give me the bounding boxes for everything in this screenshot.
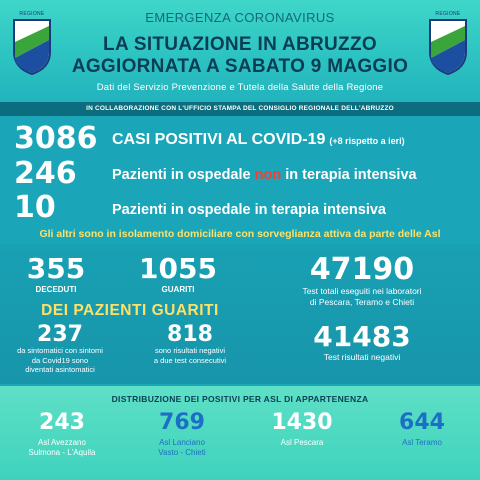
ospedale-label-pre: Pazienti in ospedale xyxy=(112,167,255,183)
asl-lanciano-line-2: Vasto - Chieti xyxy=(158,448,206,457)
page-title-line-1: LA SITUAZIONE IN ABRUZZO xyxy=(103,34,377,55)
asl-teramo-value: 644 xyxy=(399,410,445,435)
test-number: 47190 xyxy=(309,252,415,287)
asl-avezzano-line-1: Asl Avezzano xyxy=(38,438,86,447)
collaboration-band: IN COLLABORAZIONE CON L'UFFICIO STAMPA DEL CONSIGLIO REGIONALE DELL'ABRUZZO xyxy=(0,102,480,116)
logo-label: REGIONE xyxy=(19,11,45,17)
asl-teramo-caption xyxy=(372,438,472,448)
intensiva-number: 10 xyxy=(14,190,56,225)
subtitle: Dati del Servizio Prevenzione e Tutela della Salute della Regione xyxy=(96,82,384,93)
asintomatici-caption-line-2: da Covid19 sono xyxy=(31,355,89,365)
test-caption-line-2: di Pescara, Teramo e Chieti xyxy=(309,297,415,307)
asl-teramo-line-1: Asl Teramo xyxy=(402,438,442,447)
ospedale-label xyxy=(112,167,417,183)
intensiva-label: Pazienti in ospedale in terapia intensiva xyxy=(112,202,386,218)
asl-lanciano-line-1: Asl Lanciano xyxy=(159,438,205,447)
ospedale-number: 246 xyxy=(14,156,77,191)
positivi-delta: (+8 rispetto a ieri) xyxy=(329,136,405,146)
positivi-number: 3086 xyxy=(14,121,98,156)
asl-lanciano-caption xyxy=(132,438,232,458)
asl-avezzano-value: 243 xyxy=(39,410,85,435)
negativi-number: 818 xyxy=(167,322,213,347)
emergency-title: EMERGENZA CORONAVIRUS xyxy=(145,10,335,25)
negativi-caption-line-2: a due test consecutivi xyxy=(153,355,227,365)
guariti-heading: DEI PAZIENTI GUARITI xyxy=(41,302,219,319)
page-title-line-2: AGGIORNATA A SABATO 9 MAGGIO xyxy=(71,56,409,77)
asl-pescara-line-1: Asl Pescara xyxy=(280,438,324,447)
logo-left xyxy=(8,10,56,80)
asintomatici-caption-line-1: da sintomatici con sintomi xyxy=(17,346,103,355)
logo-right xyxy=(424,10,472,80)
positivi-label xyxy=(112,131,405,149)
asintomatici-caption xyxy=(0,346,120,375)
asl-lanciano-value: 769 xyxy=(159,410,205,435)
asl-avezzano-caption xyxy=(12,438,112,458)
negativi-caption-line-1: sono risultati negativi xyxy=(154,346,226,355)
ospedale-label-post: in terapia intensiva xyxy=(281,167,417,183)
test-negativi-label: Test risultati negativi xyxy=(323,352,401,362)
asl-pescara-value: 1430 xyxy=(271,410,333,435)
test-caption-line-1: Test totali eseguiti nei laboratori xyxy=(302,286,422,296)
asl-avezzano-line-2: Sulmona - L'Aquila xyxy=(28,448,96,457)
regione-abruzzo-shield-icon xyxy=(12,18,52,76)
test-caption xyxy=(262,286,462,308)
ospedale-label-highlight: non xyxy=(254,167,282,183)
negativi-caption xyxy=(130,346,250,365)
header xyxy=(0,0,480,102)
asintomatici-number: 237 xyxy=(37,322,83,347)
guariti-number: 1055 xyxy=(139,252,217,285)
positivi-label-text: CASI POSITIVI AL COVID-19 xyxy=(112,131,326,148)
logo-label: REGIONE xyxy=(435,11,461,17)
asintomatici-caption-line-3: diventati asintomatici xyxy=(25,365,95,374)
asl-title: DISTRIBUZIONE DEI POSITIVI PER ASL DI APPARTENENZA xyxy=(111,394,369,404)
regione-abruzzo-shield-icon xyxy=(428,18,468,76)
test-negativi-number: 41483 xyxy=(313,320,411,353)
guariti-label: GUARITI xyxy=(161,285,195,294)
deceduti-number: 355 xyxy=(26,252,86,285)
asl-pescara-caption xyxy=(252,438,352,448)
isolation-note: Gli altri sono in isolamento domiciliare con sorveglianza attiva da parte delle Asl xyxy=(39,228,441,240)
page-title xyxy=(60,34,420,78)
deceduti-label: DECEDUTI xyxy=(35,285,77,294)
